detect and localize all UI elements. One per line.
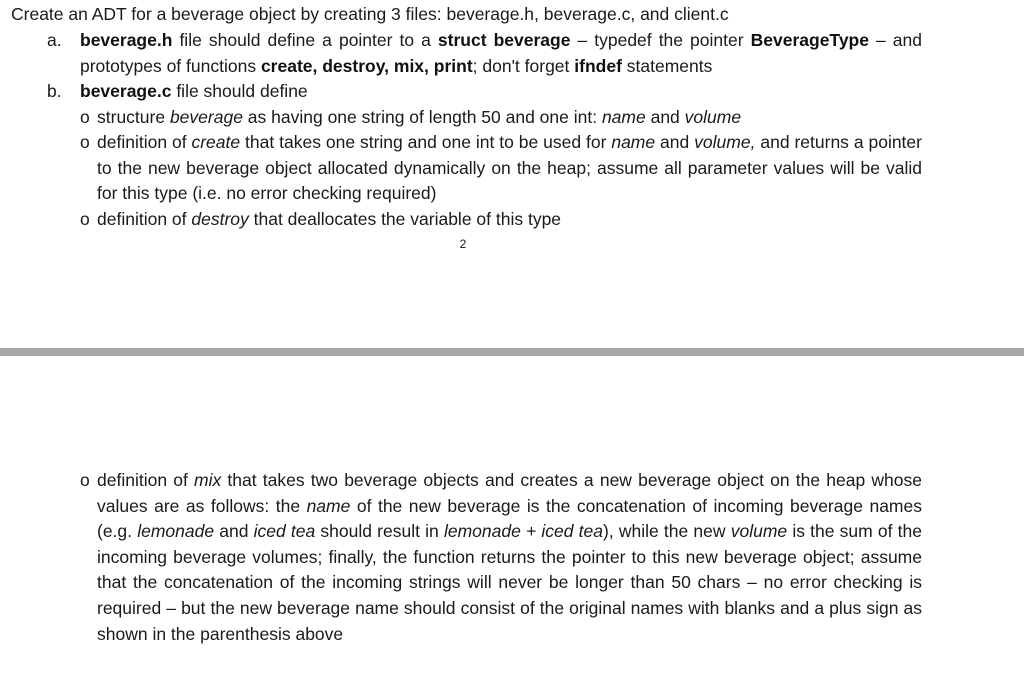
text-segment: file should define a pointer to a bbox=[172, 30, 438, 50]
example-lemonade: lemonade bbox=[137, 521, 215, 542]
keyword-ifndef: ifndef bbox=[574, 55, 622, 76]
keyword-function-list: create, destroy, mix, print bbox=[260, 55, 473, 76]
text-segment: and returns a pointer to the new beverage object allocated dynamically on the heap; assume all parameter values will be valid for this type (i.e. no error checking required) bbox=[97, 132, 922, 204]
example-iced-tea: iced tea bbox=[253, 521, 316, 542]
list-item-beverage-c bbox=[80, 79, 922, 105]
term-beverage: beverage bbox=[169, 107, 243, 127]
term-name: name bbox=[611, 132, 656, 152]
bullet-mix-definition bbox=[80, 468, 922, 647]
text-segment: of the new beverage is the concatenation of incoming beverage names (e.g. bbox=[97, 495, 922, 542]
text-segment: structure bbox=[97, 107, 170, 127]
text-segment: – and prototypes of functions bbox=[80, 30, 922, 76]
bullet-destroy-definition bbox=[80, 207, 922, 233]
text-segment: should result in bbox=[315, 521, 444, 542]
text-segment: definition of bbox=[97, 470, 195, 490]
list-item-beverage-h bbox=[80, 28, 922, 79]
bullet-marker: o bbox=[80, 209, 90, 229]
term-volume: volume bbox=[684, 107, 742, 127]
filename-beverage-c: beverage.c bbox=[80, 81, 172, 101]
term-name: name bbox=[601, 107, 646, 127]
text-segment: – typedef the pointer bbox=[570, 30, 751, 50]
text-segment: ), while the new bbox=[603, 521, 731, 542]
text-segment: and bbox=[655, 132, 695, 152]
term-destroy: destroy bbox=[191, 209, 249, 229]
text-segment: ; don't forget bbox=[472, 55, 575, 76]
text-segment: statements bbox=[621, 55, 713, 76]
text-segment: file should define bbox=[171, 81, 308, 101]
text-segment: definition of bbox=[97, 132, 192, 152]
text-segment: is the sum of the incoming beverage volumes; finally, the function returns the pointer to this new beverage object; assume that the concatenation of the incoming strings will never be longer than 50 chars – no error checking is required – but the new beverage name should consist of the original names with blanks and a plus sign as shown in the parenthesis above bbox=[97, 521, 922, 644]
keyword-beverage-type: BeverageType bbox=[750, 30, 869, 50]
text-segment: and bbox=[214, 521, 254, 542]
text-segment: as having one string of length 50 and one int: bbox=[242, 107, 602, 127]
term-volume: volume, bbox=[694, 132, 756, 152]
text-segment: that takes one string and one int to be used for bbox=[240, 132, 612, 152]
term-mix: mix bbox=[194, 470, 222, 490]
bullet-create-definition bbox=[80, 130, 922, 207]
page-break-divider bbox=[0, 348, 1024, 356]
bullet-marker: o bbox=[80, 132, 90, 152]
filename-beverage-h: beverage.h bbox=[80, 30, 173, 50]
page-number: 2 bbox=[459, 237, 467, 251]
term-create: create bbox=[191, 132, 241, 152]
list-marker-a: a. bbox=[47, 30, 62, 50]
term-name: name bbox=[306, 495, 351, 516]
text-segment: that deallocates the variable of this type bbox=[248, 209, 562, 229]
text-segment: that takes two beverage objects and creates a new beverage object on the heap whose values are as follows: the bbox=[97, 470, 922, 516]
bullet-marker: o bbox=[80, 470, 90, 490]
example-concatenation: lemonade + iced tea bbox=[443, 521, 603, 542]
text-segment: definition of bbox=[97, 209, 192, 229]
list-marker-b: b. bbox=[47, 81, 62, 101]
text-segment: and bbox=[645, 107, 685, 127]
bullet-marker: o bbox=[80, 107, 90, 127]
term-volume: volume bbox=[730, 521, 788, 542]
assignment-intro: Create an ADT for a beverage object by creating 3 files: beverage.h, beverage.c, and client.c bbox=[11, 4, 729, 24]
bullet-structure-definition bbox=[80, 105, 922, 131]
keyword-struct-beverage: struct beverage bbox=[437, 30, 571, 50]
